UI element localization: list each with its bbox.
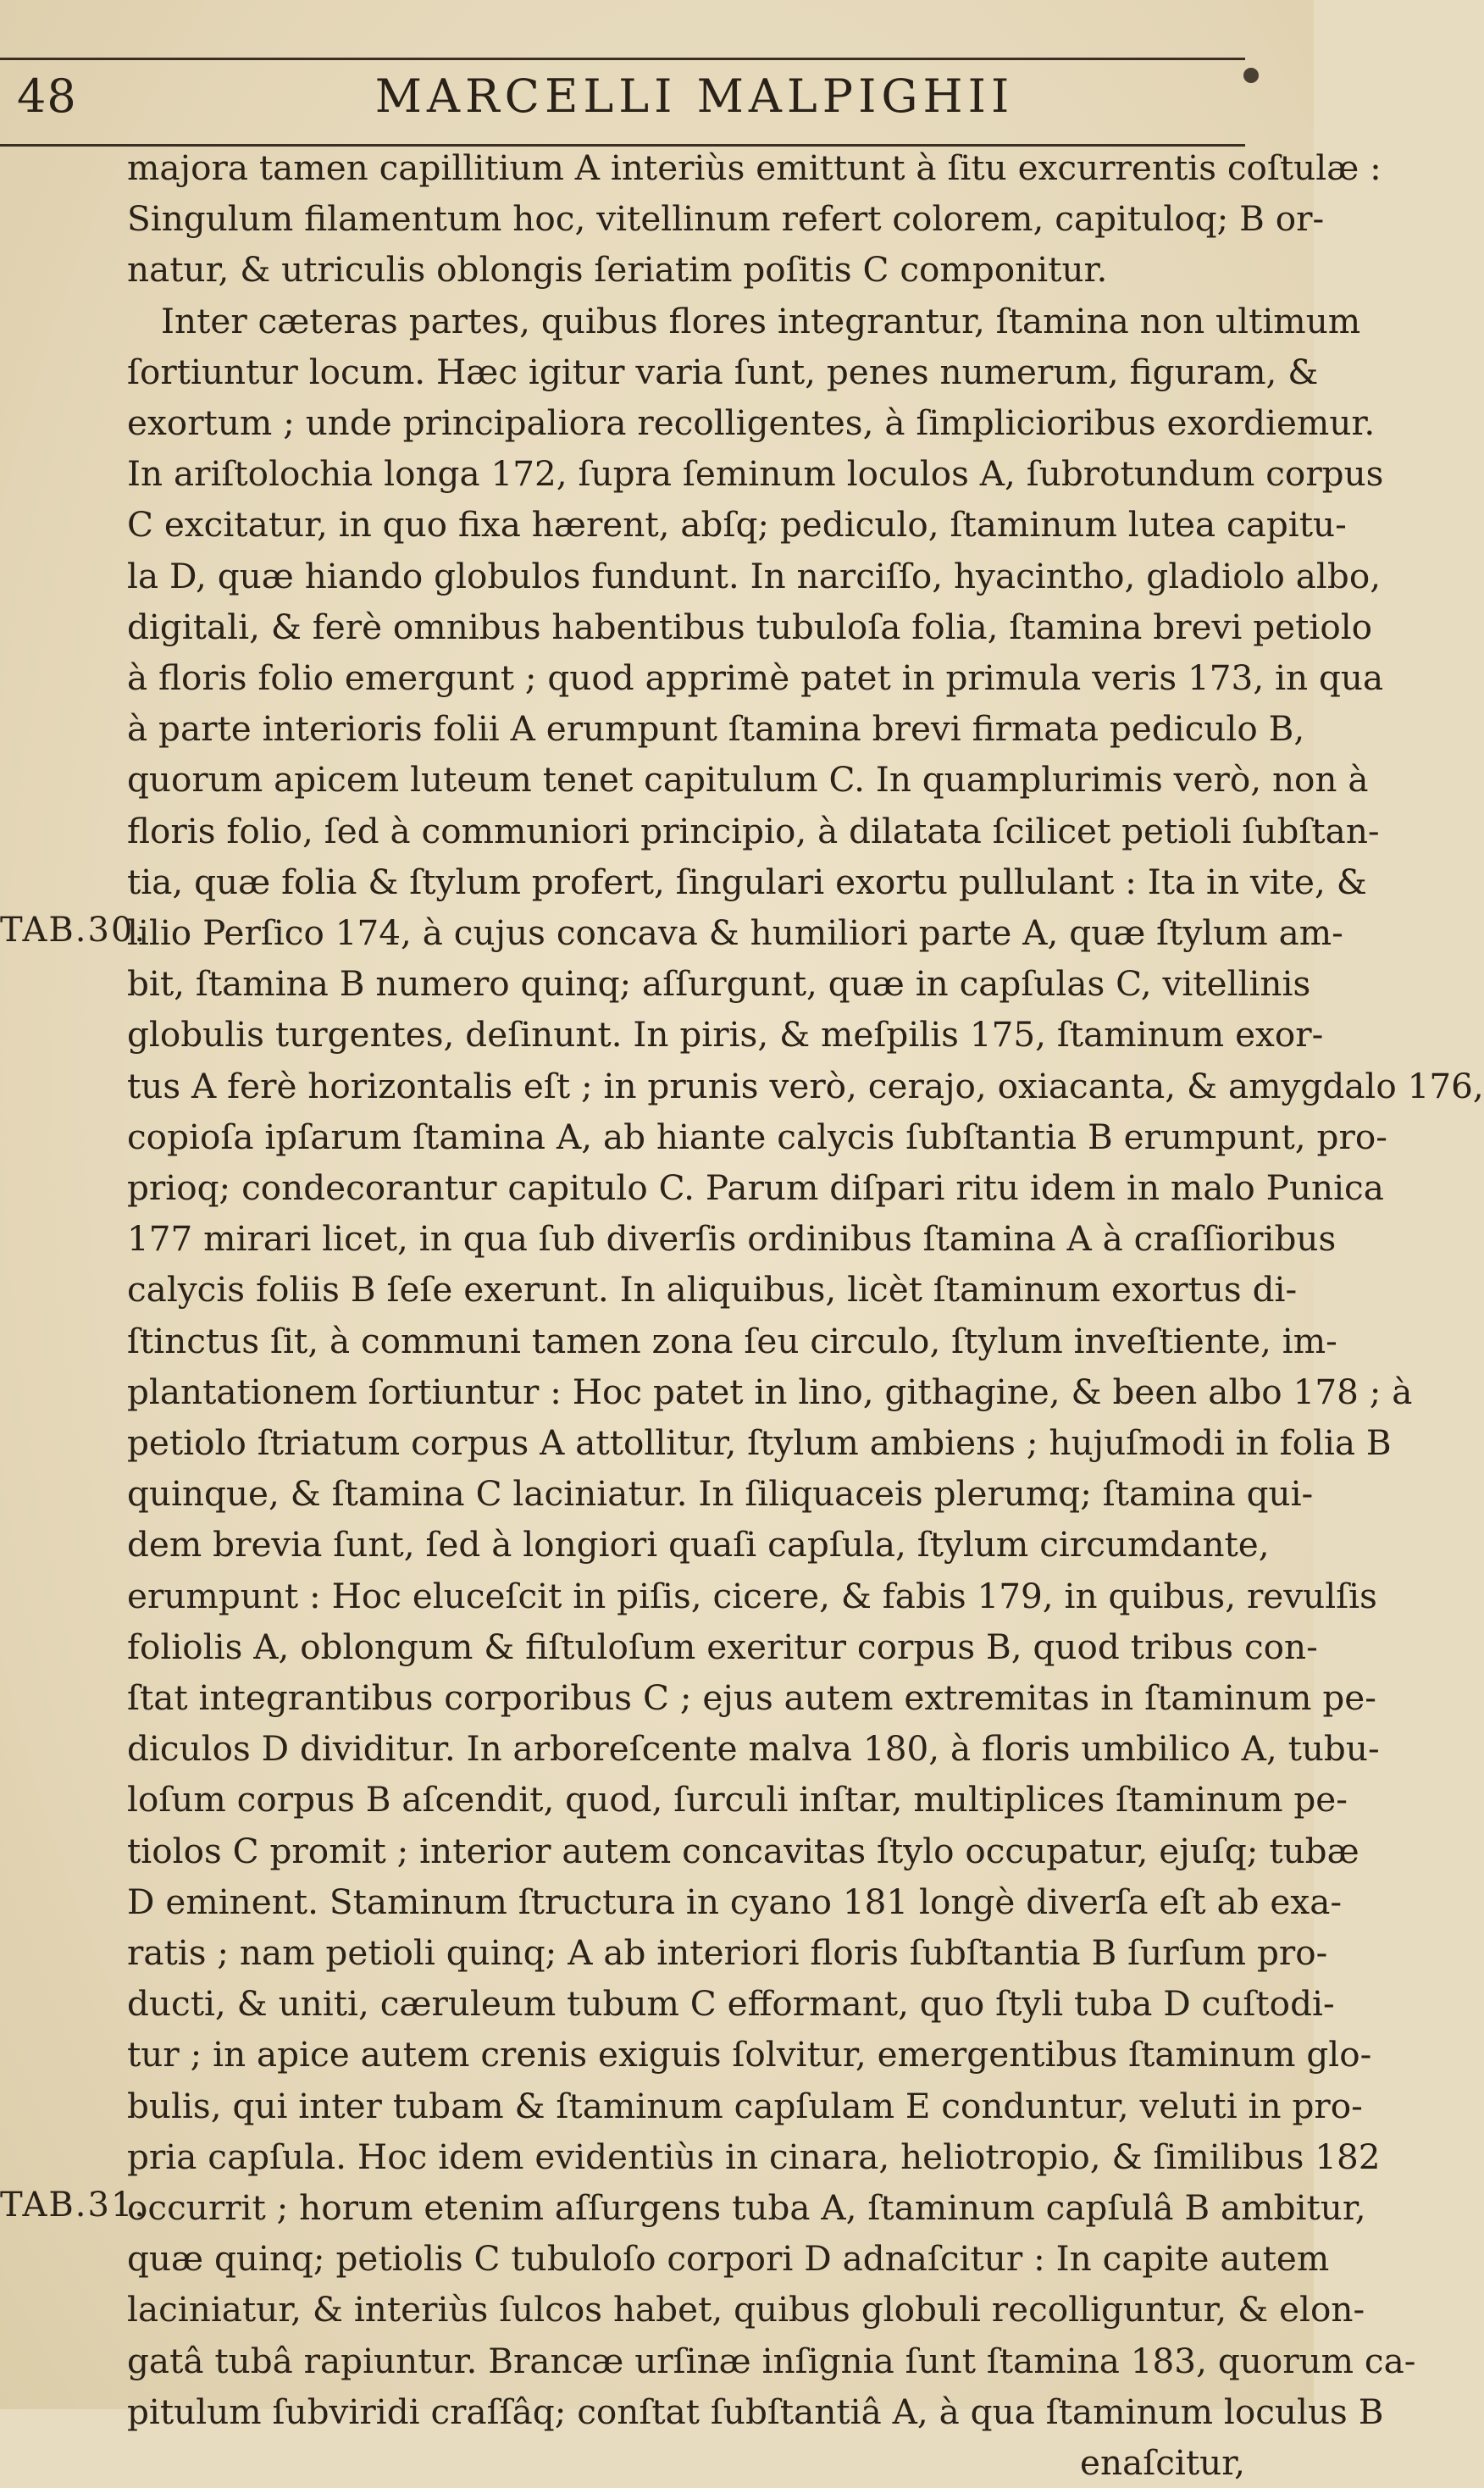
text-line: tur ; in apice autem crenis exiguis ſolvitur, emergentibus ſtaminum glo- <box>127 2034 1372 2075</box>
text-line: ſortiuntur locum. Hæc igitur varia ſunt, penes numerum, figuram, & <box>127 351 1319 392</box>
text-line: ducti, & uniti, cæruleum tubum C efformant, quo ſtyli tuba D cuſtodi- <box>127 1983 1335 2025</box>
text-line: Inter cæteras partes, quibus flores integrantur, ſtamina non ultimum <box>161 300 1361 341</box>
text-line: à parte interioris folii A erumpunt ſtamina brevi firmata pediculo B, <box>127 708 1305 750</box>
text-line: floris folio, ſed à communiori principio, à dilatata ſcilicet petioli ſubſtan- <box>127 810 1380 851</box>
text-line: copioſa ipſarum ſtamina A, ab hiante calycis ſubſtantia B erumpunt, pro- <box>127 1116 1387 1157</box>
text-line: ratis ; nam petioli quinq; A ab interiori floris ſubſtantia B ſurſum pro- <box>127 1932 1328 1973</box>
text-line: foliolis A, oblongum & fiſtuloſum exeritur corpus B, quod tribus con- <box>127 1626 1318 1667</box>
header-top-rule <box>0 58 1245 60</box>
text-line: Singulum filamentum hoc, vitellinum refert colorem, capituloq; B or- <box>127 198 1325 240</box>
text-line: à floris folio emergunt ; quod apprimè patet in primula veris 173, in qua <box>127 657 1384 698</box>
text-line: majora tamen capillitium A interiùs emittunt à ſitu excurrentis coſtulæ : <box>127 147 1382 188</box>
page-number: 48 <box>17 69 77 123</box>
text-line: C excitatur, in quo fixa hærent, abſq; pediculo, ſtaminum lutea capitu- <box>127 504 1347 546</box>
text-line: globulis turgentes, deſinunt. In piris, & meſpilis 175, ſtaminum exor- <box>127 1014 1324 1056</box>
text-line: laciniatur, & interiùs ſulcos habet, quibus globuli recolliguntur, & elon- <box>127 2289 1365 2330</box>
text-line: quorum apicem luteum tenet capitulum C. In quamplurimis verò, non à <box>127 759 1369 801</box>
text-line: exortum ; unde principaliora recolligentes, à ſimplicioribus exordiemur. <box>127 402 1376 443</box>
text-line: lilio Perſico 174, à cujus concava & humiliori parte A, quæ ſtylum am- <box>127 912 1343 953</box>
running-head-title: MARCELLI MALPIGHII <box>374 69 1015 123</box>
text-line: quinque, & ſtamina C laciniatur. In ſiliquaceis plerumq; ſtamina qui- <box>127 1473 1314 1515</box>
text-line: dem brevia ſunt, ſed à longiori quaſi capſula, ſtylum circumdante, <box>127 1524 1270 1565</box>
text-line: diculos D dividitur. In arboreſcente malva 180, à floris umbilico A, tubu- <box>127 1728 1380 1770</box>
text-line: enaſcitur, <box>1080 2442 1245 2483</box>
text-line: tia, quæ folia & ſtylum profert, ſingulari exortu pullulant : Ita in vite, & <box>127 861 1367 902</box>
text-line: ſtat integrantibus corporibus C ; ejus autem extremitas in ſtaminum pe- <box>127 1677 1376 1718</box>
text-line: pria capſula. Hoc idem evidentiùs in cinara, heliotropio, & ſimilibus 182 <box>127 2136 1381 2177</box>
text-line: bulis, qui inter tubam & ſtaminum capſulam E conduntur, veluti in pro- <box>127 2085 1363 2126</box>
text-line: quæ quinq; petiolis C tubuloſo corpori D adnaſcitur : In capite autem <box>127 2238 1330 2280</box>
text-line: petiolo ſtriatum corpus A attollitur, ſtylum ambiens ; hujuſmodi in folia B <box>127 1422 1392 1463</box>
text-line: occurrit ; horum etenim aſſurgens tuba A, ſtaminum capſulâ B ambitur, <box>127 2187 1366 2228</box>
text-line: digitali, & ferè omnibus habentibus tubuloſa folia, ſtamina brevi petiolo <box>127 606 1373 647</box>
text-line: plantationem ſortiuntur : Hoc patet in lino, githagine, & been albo 178 ; à <box>127 1371 1413 1412</box>
text-line: calycis foliis B ſeſe exerunt. In aliquibus, licèt ſtaminum exortus di- <box>127 1269 1298 1310</box>
text-line: erumpunt : Hoc eluceſcit in piſis, cicere, & fabis 179, in quibus, revulſis <box>127 1575 1377 1616</box>
text-line: prioq; condecorantur capitulo C. Parum diſpari ritu idem in malo Punica <box>127 1167 1384 1208</box>
text-line: gatâ tubâ rapiuntur. Brancæ urſinæ inſignia ſunt ſtamina 183, quorum ca- <box>127 2340 1416 2381</box>
margin-note-plate: TAB.31. <box>0 2186 147 2225</box>
margin-note-plate: TAB.30. <box>0 911 147 950</box>
text-line: loſum corpus B aſcendit, quod, ſurculi inſtar, multiplices ſtaminum pe- <box>127 1779 1348 1820</box>
text-line: In ariſtolochia longa 172, ſupra ſeminum loculos A, ſubrotundum corpus <box>127 453 1384 495</box>
ink-spot <box>1243 68 1259 83</box>
text-line: natur, & utriculis oblongis ſeriatim poſitis C componitur. <box>127 249 1108 291</box>
text-line: tiolos C promit ; interior autem concavitas ſtylo occupatur, ejuſq; tubæ <box>127 1830 1359 1871</box>
text-line: 177 mirari licet, in qua ſub diverſis ordinibus ſtamina A à craſſioribus <box>127 1218 1337 1260</box>
running-header <box>0 61 1245 142</box>
text-line: la D, quæ hiando globulos fundunt. In narciſſo, hyacintho, gladiolo albo, <box>127 555 1382 596</box>
text-line: pitulum ſubviridi craſſâq; conſtat ſubſtantiâ A, à qua ſtaminum loculus B <box>127 2391 1384 2432</box>
text-line: ſtinctus ſit, à communi tamen zona ſeu circulo, ſtylum inveſtiente, im- <box>127 1320 1337 1361</box>
text-line: tus A ferè horizontalis eſt ; in prunis verò, cerajo, oxiacanta, & amygdalo 176, <box>127 1065 1484 1106</box>
text-line: D eminent. Staminum ſtructura in cyano 181 longè diverſa eſt ab exa- <box>127 1881 1343 1922</box>
text-line: bit, ſtamina B numero quinq; aſſurgunt, quæ in capſulas C, vitellinis <box>127 963 1311 1005</box>
